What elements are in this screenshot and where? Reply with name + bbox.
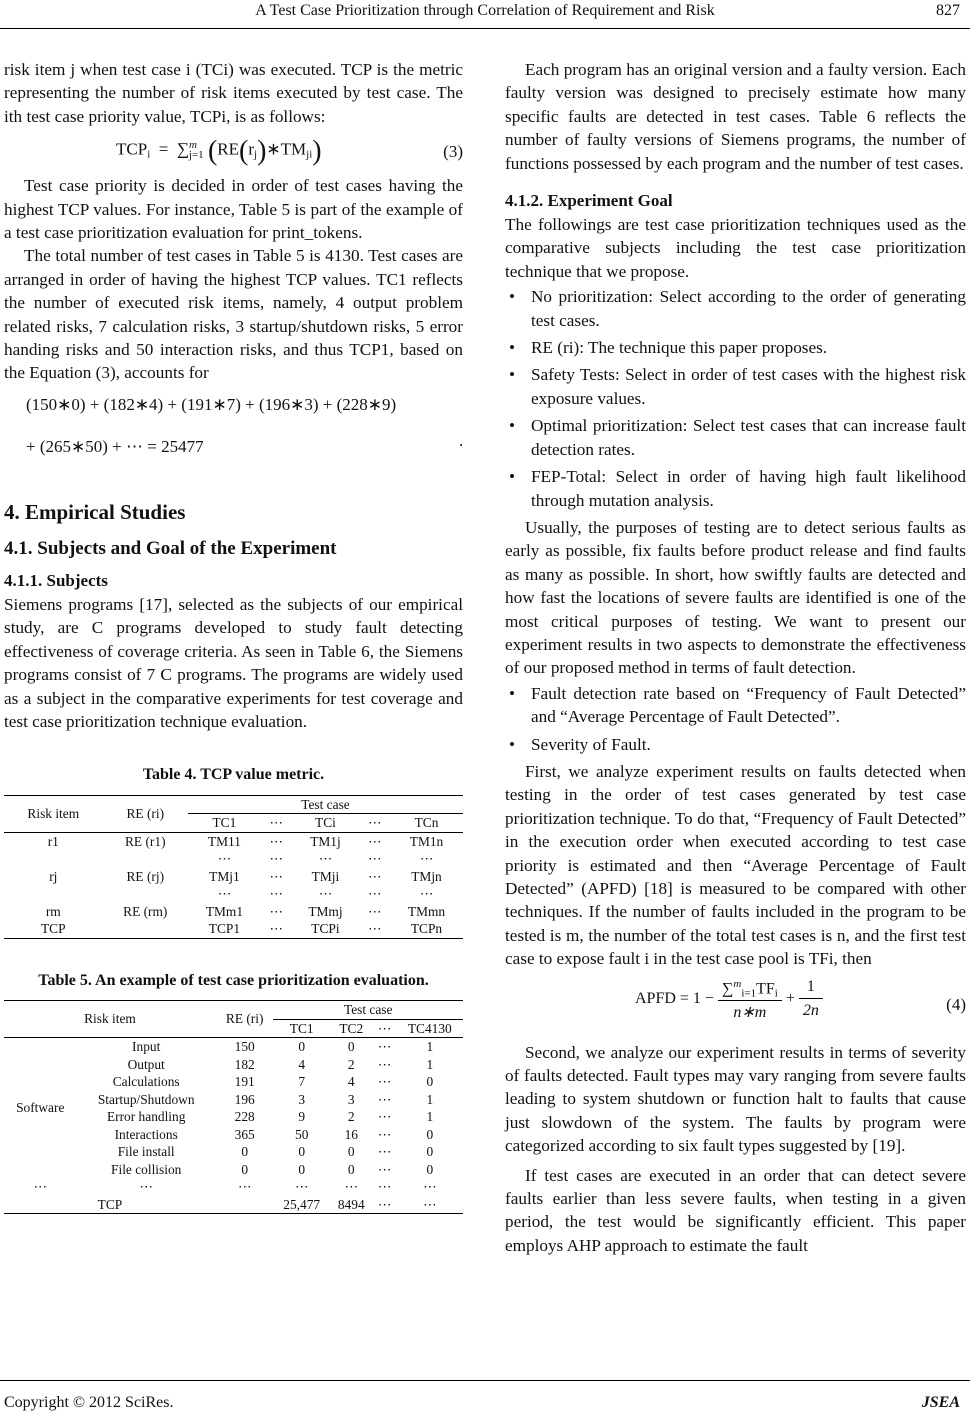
sub-header: TC4130 [397,1019,463,1038]
cell: 0 [426,1144,434,1160]
cell: TCPi [292,920,360,938]
sub-header: ⋯ [373,1019,397,1038]
sub-header: TCn [390,814,463,833]
cell: ⋯ [359,920,390,938]
cell: 0 [241,1144,249,1160]
cell: 4 [298,1056,306,1072]
cell: 1 [426,1109,434,1125]
cell: ⋯ [419,886,434,902]
col-header: Risk item [4,795,103,832]
cell: 8494 [330,1196,373,1214]
table-4-caption: Table 4. TCP value metric. [142,766,325,784]
paragraph: The followings are test case prioritization techniques used as the comparative subjects including the test case prioritization technique that we propose. [505,215,966,281]
cell: ⋯ [344,1179,358,1195]
list-item: • No prioritization: Select according to the order of generating test cases. [505,285,966,332]
table-5-caption: Table 5. An example of test case prioritization evaluation. [38,971,429,989]
col-header: Risk item [4,1001,216,1038]
cell: 0 [298,1161,306,1177]
cell: RE (rm) [123,903,168,919]
cell: 0 [347,1161,355,1177]
cell: 9 [298,1109,306,1125]
cell: 228 [234,1109,255,1125]
cell: ⋯ [237,1179,252,1195]
cell: ⋯ [377,1126,392,1142]
cell: 3 [298,1091,306,1107]
paragraph: risk item j when test case i (TCi) was executed. TCP is the metric representing the number of risk items executed by test case. The ith test case priority value, TCPi, is as follows: [4,60,463,126]
cell: TCP [4,920,103,938]
cell: ⋯ [377,1056,392,1072]
list-item: • Safety Tests: Select in order of test cases with the highest risk exposure values. [505,363,966,410]
cell: TMji [311,868,340,884]
cell: 50 [295,1126,309,1142]
table-row [4,1178,463,1196]
cell: ⋯ [377,1109,392,1125]
equation-4 [505,971,966,1041]
cell: 4 [347,1074,355,1090]
cell: 196 [234,1091,255,1107]
cell: File install [117,1144,175,1160]
cell: ⋯ [269,886,283,902]
equation-4-body: APFD = 1 − $\frac{\sum^m_{i=1}TF_i}{n∗m}$ + $\frac{1}{2n}$ [635,973,823,1025]
cell: TMm1 [205,903,244,919]
cell: Error handling [106,1109,186,1125]
cell [4,885,103,903]
sub-header: TC2 [330,1019,373,1038]
list-item: • Optimal prioritization: Select test cases that can increase fault detection rates. [505,414,966,461]
cell [103,920,188,938]
page-number: 827 [936,2,960,19]
cell: ⋯ [367,868,382,884]
cell: TMj1 [209,868,240,884]
cell: Startup/Shutdown [97,1091,195,1107]
cell: ⋯ [261,920,292,938]
table-row [4,1196,463,1214]
equation-3 [4,128,463,174]
cell: ⋯ [318,851,333,867]
cell: TCPn [390,920,463,938]
cell: 365 [234,1126,255,1142]
cell: 1 [426,1039,434,1055]
cell: TM1n [409,833,444,849]
cell: ⋯ [377,1074,392,1090]
technique-list [505,285,966,512]
cell: 0 [347,1144,355,1160]
list-item: • Severity of Fault. [505,733,966,756]
table-row [4,885,463,903]
cell: 2 [347,1056,355,1072]
cell: 150 [234,1039,255,1055]
paragraph: Usually, the purposes of testing are to detect serious faults as early as possible, fix faults before product release and find faults as many as possible. In short, how swiftly faults are detected and how fast the locations of severe faults are identified is one of the most critical purposes of testing. We want to present our experiment results in two aspects to demonstrate the effectiveness of our proposed method in terms of fault detection. [505,517,966,678]
cell: RE (rj) [126,868,165,884]
cell: ⋯ [377,1144,392,1160]
sub-header: TCi [292,814,360,833]
cell [216,1196,274,1214]
cell: ⋯ [217,851,232,867]
cell: rj [49,868,58,884]
cell: ⋯ [423,1179,437,1195]
list-item: • RE (ri): The technique this paper proposes. [505,336,966,359]
cell: TM11 [207,833,241,849]
col-header: Test case [188,795,463,814]
calc-line-1: (150∗0) + (182∗4) + (191∗7) + (196∗3) + (228∗9) [26,394,397,414]
paragraph: Test case priority is decided in order of test cases having the highest TCP values. For instance, Table 5 is part of the example of a test case prioritization evaluation for print_tokens. [4,176,463,243]
cell: 16 [344,1126,358,1142]
list-item: • Fault detection rate based on “Frequency of Fault Detected” and “Average Percentage of Fault Detected”. [505,682,966,729]
paragraph: The total number of test cases in Table 5 is 4130. Test cases are arranged in order of having the highest TCP values. TC1 reflects the number of executed risk items, namely, 4 output problem related risks, 7 calculation risks, 3 startup/shutdown risks, 5 error handing risks and 50 interaction risks, and thus TCP1, based on the Equation (3), accounts for [4,246,463,383]
cell: 0 [426,1126,434,1142]
paragraph: Each program has an original version and a faulty version. Each faulty version was designed to precisely estimate how many specific faults are detected in test cases. Table 6 reflects the number of faulty versions of Siemens programs, the number of functions possessed by each program and the number of test cases. [505,60,966,173]
cell: 3 [347,1091,355,1107]
table-row [4,832,463,850]
cell: 191 [234,1074,255,1090]
cell: ⋯ [269,851,283,867]
cell: TCP [4,1196,216,1214]
table-row [4,1038,463,1056]
group-label: Software [16,1100,65,1116]
cell: 2 [347,1109,355,1125]
cell: ⋯ [367,851,382,867]
footer-rule [0,1380,970,1381]
cell: TM1j [310,833,341,849]
cell: 1 [426,1056,434,1072]
cell: 0 [426,1161,434,1177]
col-header: RE (ri) [216,1001,274,1038]
cell: 25,477 [273,1196,330,1214]
cell: ⋯ [269,833,283,849]
cell: 1 [426,1091,434,1107]
right-column [505,58,966,1257]
paragraph: Siemens programs [17], selected as the subjects of our empirical study, are C programs developed to study fault detecting effectiveness of coverage criteria. As seen in Table 6, the Siemens programs consist of 7 C programs. The programs are widely used as a subject in the comparative experiments for test coverage and test case prioritization technique evaluation. [4,594,463,731]
cell: ⋯ [377,1179,392,1195]
running-title: A Test Case Prioritization through Correlation of Requirement and Risk [255,2,715,19]
cell: TCP1 [188,920,261,938]
cell: Interactions [114,1126,178,1142]
equation-4-number: (4) [946,994,966,1014]
table-row [4,868,463,886]
cell: ⋯ [217,886,232,902]
cell: 0 [426,1074,434,1090]
col-header: Test case [273,1001,463,1020]
equation-3-body: $TCP_i = \sum^m_{j=1}$ $(RE(r_j)∗TM_{ji})$ [116,135,322,167]
cell: rm [45,903,61,919]
sub-header: TC1 [273,1019,330,1038]
cell: ⋯ [397,1196,463,1214]
cell: File collision [111,1161,182,1177]
list-item: • FEP-Total: Select in order of having high fault likelihood through mutation analysis. [505,465,966,512]
cell [103,850,188,868]
table-row [4,920,463,938]
cell: 0 [347,1039,355,1055]
cell: ⋯ [33,1179,47,1195]
cell: ⋯ [377,1161,392,1177]
paragraph: First, we analyze experiment results on faults detected when testing in the order of test cases generated by test case prioritization technique. To do that, “Frequency of Fault Detected” in the execution order when executed according to test case priority is estimated and then “Average Percentage of Fault Detected” (APFD) [18] is measured to be compared with other techniques. If the number of faults included in the program to be tested is m, the number of the total test cases is n, and the first test case to expose fault i in the test case pool is TFi, then [505,761,966,969]
cell: TMmn [407,903,446,919]
cell: r1 [47,833,59,849]
cell: ⋯ [419,851,434,867]
cell: 0 [298,1039,306,1055]
cell: 7 [298,1074,306,1090]
header-rule [0,28,970,29]
aspect-list [505,682,966,756]
cell: RE (r1) [125,833,166,849]
cell: ⋯ [295,1179,309,1195]
cell: 0 [298,1144,306,1160]
table-row [4,903,463,921]
sub-header: ⋯ [261,814,292,833]
cell: ⋯ [377,1091,392,1107]
cell: TMjn [411,868,442,884]
subsubsection-heading: 4.1.1. Subjects [4,570,108,590]
table-5 [4,1000,463,1214]
section-heading: 4. Empirical Studies [4,499,186,524]
cell [103,885,188,903]
cell: TMmj [308,903,343,919]
cell: ⋯ [269,903,283,919]
col-header: RE (ri) [103,795,188,832]
left-column [4,58,463,1214]
subsubsection-heading: 4.1.2. Experiment Goal [505,191,673,211]
sub-header: ⋯ [359,814,390,833]
paragraph: Second, we analyze our experiment results in terms of severity of faults detected. Fault types may vary ranging from severe faults leading to system shutdown or function halt to faults that cause just slowdown of the system. The faults by program were categorized according to six fault types suggested by [19]. [505,1042,966,1156]
journal-name: JSEA [921,1394,960,1411]
cell: ⋯ [377,1039,392,1055]
cell: ⋯ [318,886,333,902]
paragraph: If test cases are executed in an order that can detect severe faults earlier than less severe faults, when testing in a given period, the test would be significantly efficient. This paper employs AHP approach to estimate the fault [505,1165,966,1255]
cell: ⋯ [373,1196,397,1214]
calc-period: . [459,430,464,450]
cell: ⋯ [367,833,382,849]
tcp1-calculation [4,385,463,481]
sub-header: TC1 [188,814,261,833]
cell: ⋯ [139,1179,153,1195]
table-4 [4,795,463,939]
subsection-heading: 4.1. Subjects and Goal of the Experiment [4,537,337,559]
cell: Output [127,1056,165,1072]
copyright: Copyright © 2012 SciRes. [4,1394,174,1411]
cell: 182 [234,1056,255,1072]
cell [4,850,103,868]
cell: ⋯ [367,886,382,902]
table-row [4,850,463,868]
cell: ⋯ [269,868,283,884]
cell: Calculations [112,1074,180,1090]
cell: ⋯ [367,903,382,919]
cell: 0 [241,1161,249,1177]
calc-line-2: + (265∗50) + ⋯ = 25477 [26,436,204,456]
equation-3-number: (3) [443,142,463,162]
cell: Input [132,1039,161,1055]
